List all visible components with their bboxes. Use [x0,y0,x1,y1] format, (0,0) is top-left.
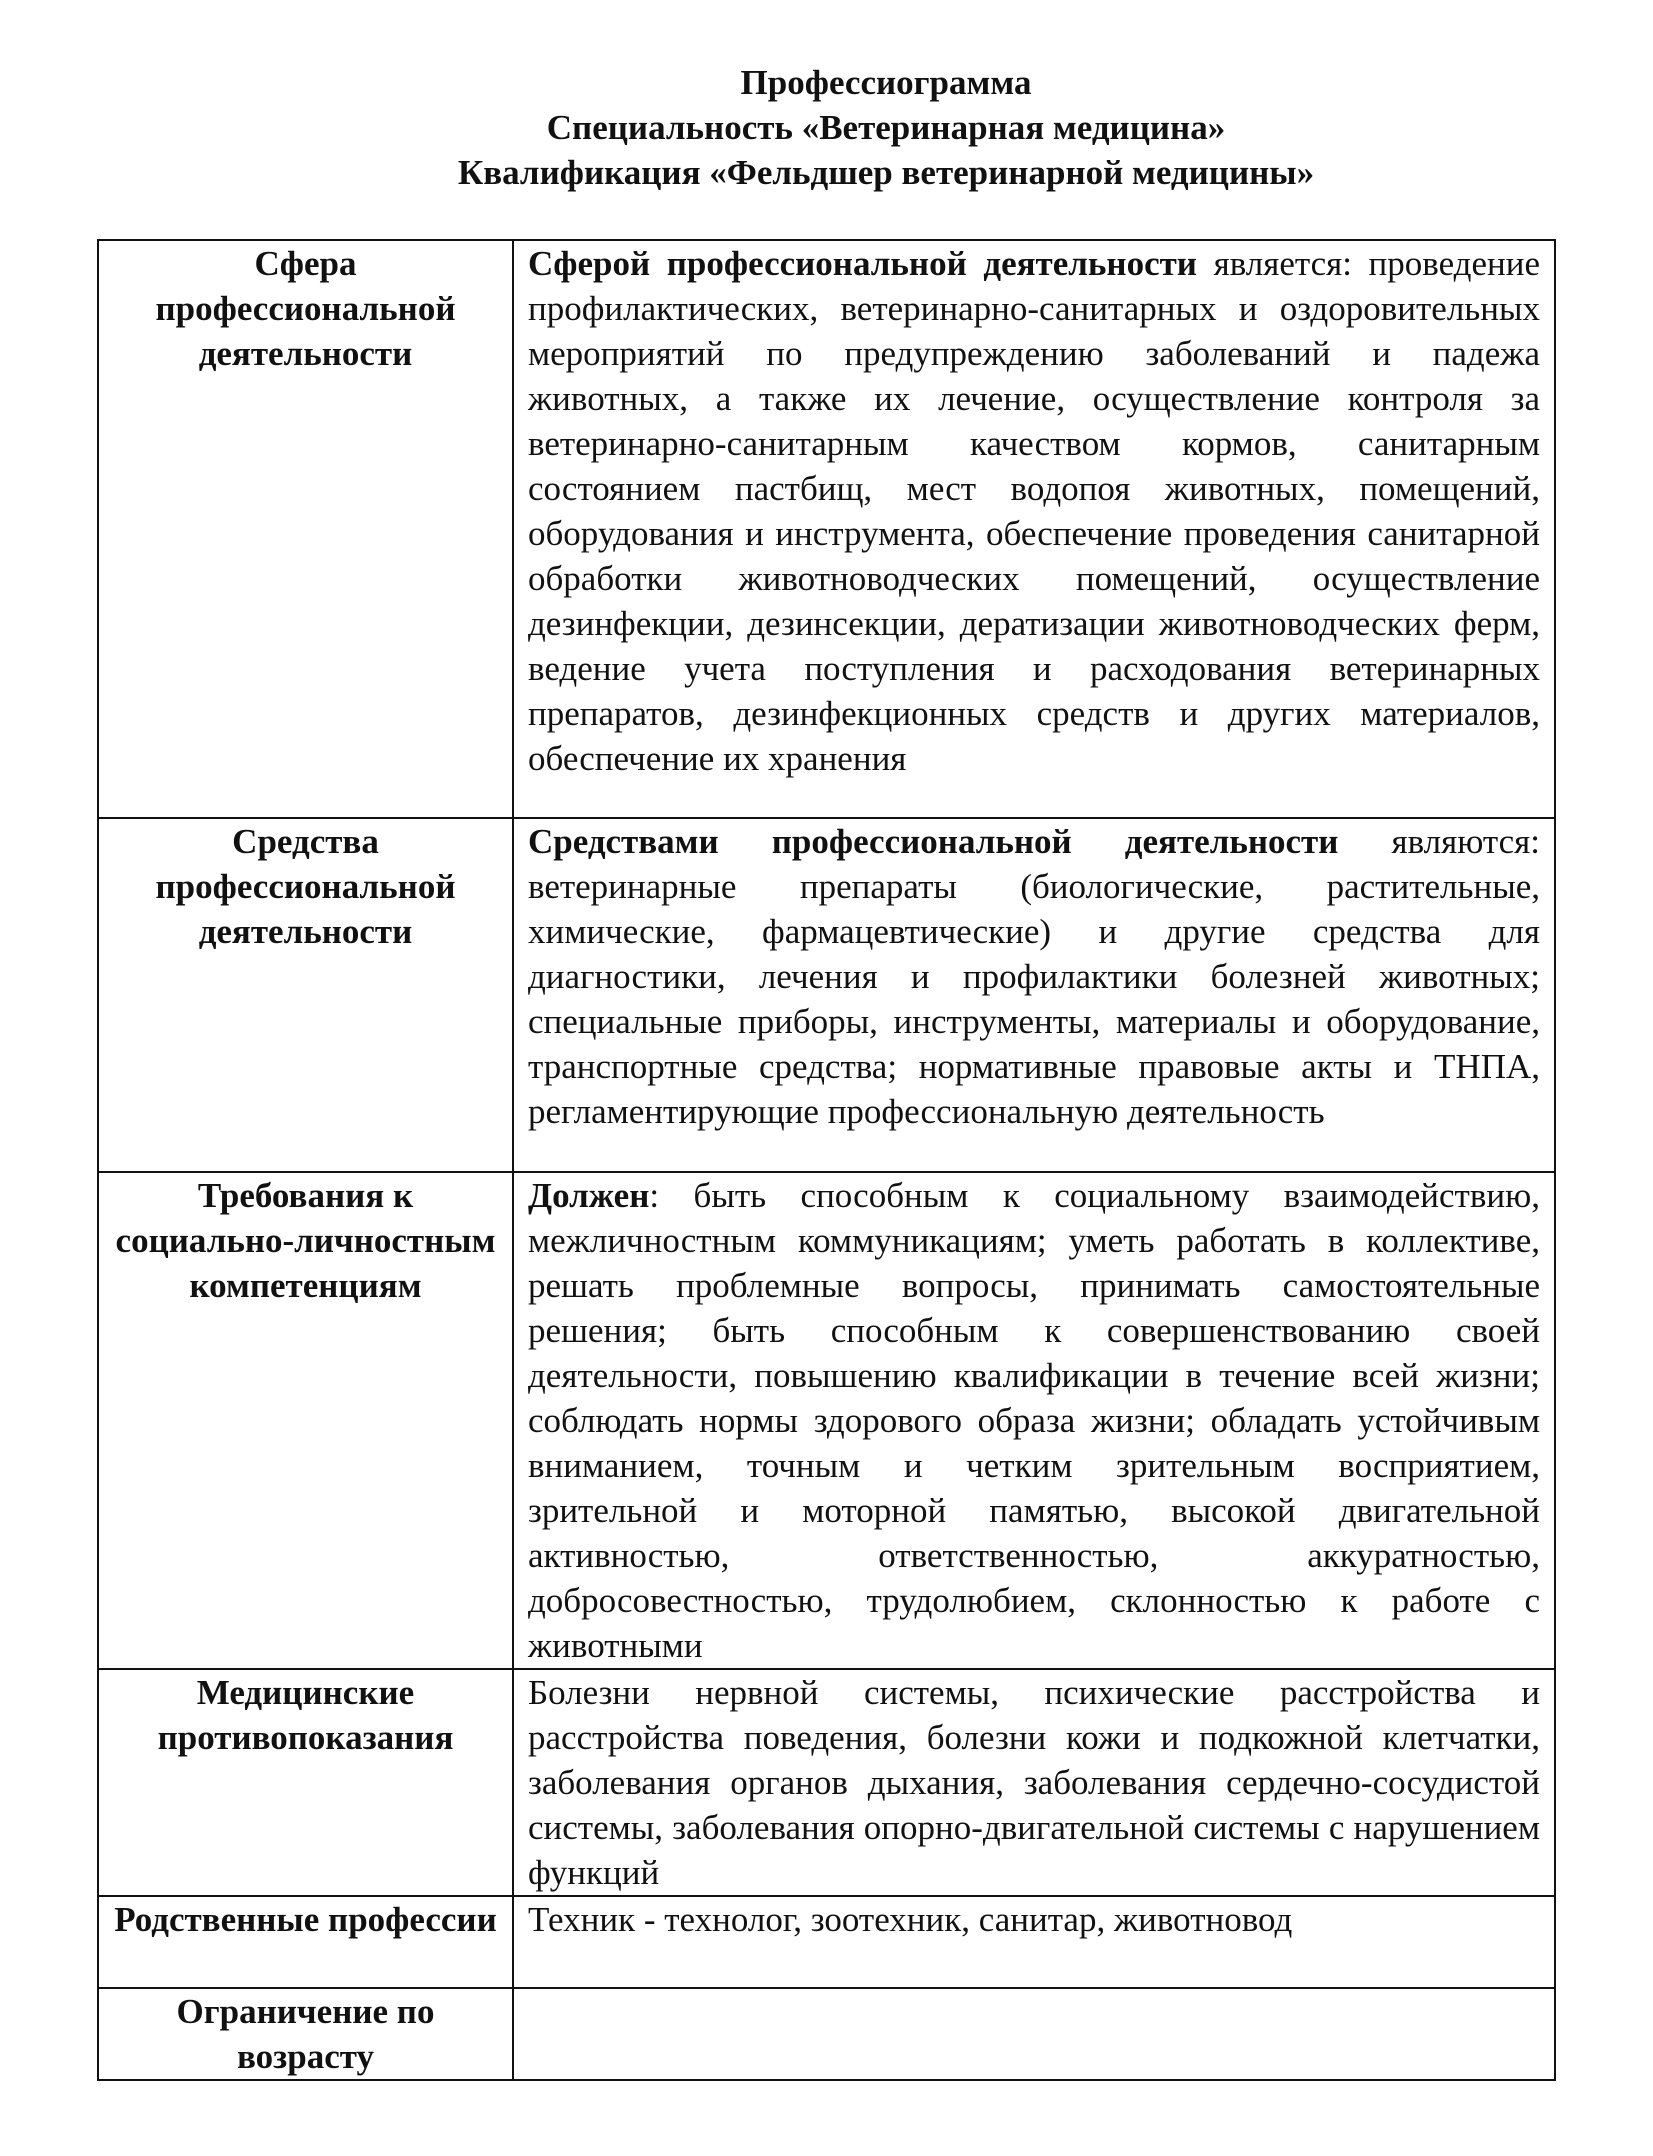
table-row [98,1988,1555,2080]
content-text: является: проведение профилактических, ветеринарно-санитарных и оздоровительных мероприятий по предупреждению заболеваний и падежа животных, а также их лечение, осуществление контроля за ветеринарно-санитарным качеством кормов, санитарным состоянием пастбищ, мест водопоя животных, помещений, оборудования и инструмента, обеспечение проведения санитарной обработки животноводческих помещений, осуществление дезинфекции, дезинсекции, дератизации животноводческих ферм, ведение учета поступления и расходования ветеринарных препаратов, дезинфекционных средств и других материалов, обеспечение их хранения [528,244,1540,778]
table-row [98,1669,1555,1896]
row-content-related-professions: Техник - технолог, зоотехник, санитар, животновод [513,1896,1555,1988]
row-label-competencies: Требования к социально-личностным компетенциям [98,1172,513,1669]
table-row [98,240,1555,818]
row-content-competencies [513,1172,1555,1669]
content-text: являются: ветеринарные препараты (биологические, растительные, химические, фармацевтические) и другие средства для диагностики, лечения и профилактики болезней животных; специальные приборы, инструменты, материалы и оборудование, транспортные средства; нормативные правовые акты и ТНПА, регламентирующие профессиональную деятельность [528,822,1540,1131]
title-line-3: Квалификация «Фельдшер ветеринарной медицины» [457,153,1315,192]
document-title [0,60,1653,195]
row-label-age-limit: Ограничение по возрасту [98,1988,513,2080]
row-label-contraindications: Медицинские противопоказания [98,1669,513,1896]
row-content-sphere [513,240,1555,818]
row-content-age-limit [513,1988,1555,2080]
table-row [98,1172,1555,1669]
row-content-means [513,818,1555,1172]
profession-table [97,239,1556,2081]
title-line-2: Специальность «Ветеринарная медицина» [546,108,1226,147]
row-label-means: Средства профессиональной деятельности [98,818,513,1172]
row-label-sphere: Сфера профессиональной деятельности [98,240,513,818]
row-label-related-professions: Родственные профессии [98,1896,513,1988]
title-line-1: Профессиограмма [740,63,1032,102]
table-row [98,818,1555,1172]
table-row [98,1896,1555,1988]
content-lead: Должен [528,1176,650,1215]
content-lead: Сферой профессиональной деятельности [528,244,1197,283]
content-text: : быть способным к социальному взаимодействию, межличностным коммуникациям; уметь работать в коллективе, решать проблемные вопросы, принимать самостоятельные решения; быть способным к совершенствованию своей деятельности, повышению квалификации в течение всей жизни; соблюдать нормы здорового образа жизни; обладать устойчивым вниманием, точным и четким зрительным восприятием, зрительной и моторной памятью, высокой двигательной активностью, ответственностью, аккуратностью, добросовестностью, трудолюбием, склонностью к работе с животными [528,1176,1540,1665]
row-content-contraindications: Болезни нервной системы, психические расстройства и расстройства поведения, болезни кожи и подкожной клетчатки, заболевания органов дыхания, заболевания сердечно-сосудистой системы, заболевания опорно-двигательной системы с нарушением функций [513,1669,1555,1896]
content-lead: Средствами профессиональной деятельности [528,822,1339,861]
